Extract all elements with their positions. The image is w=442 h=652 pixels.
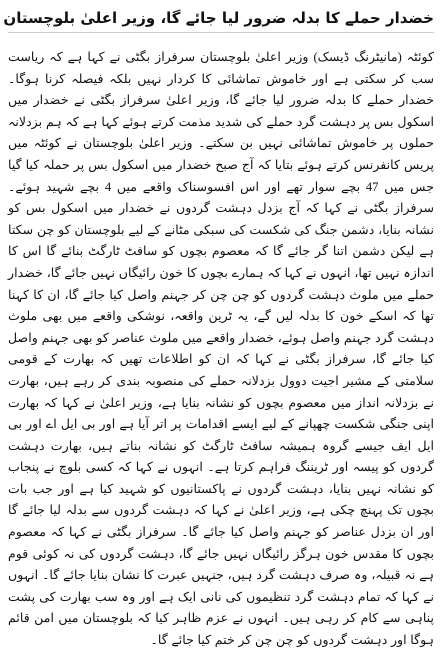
article-headline: خضدار حملے کا بدلہ ضرور لیا جائے گا، وزیر اعلیٰ بلوچستان <box>8 6 434 33</box>
article-body: کوئٹہ (مانیٹرنگ ڈیسک) وزیر اعلیٰ بلوچستان سرفراز بگٹی نے کہا ہے کہ ریاست سب کر سکتی ہے اور خاموش تماشائی کا کردار نہیں بلکہ فیصلہ کرنا ہوگا۔ خضدار حملے کا بدلہ ضرور لیا جائے گا، وزیر اعلیٰ سرفراز بگٹی نے خضدار میں اسکول بس پر دہشت گرد حملے کی شدید مذمت کرتے ہوئے کہا ہے کہ ہم بزدلانہ حملوں پر خاموش تماشائی نہیں بن سکتے۔ وزیر اعلیٰ بلوچستان نے کوئٹہ میں پریس کانفرنس کرتے ہوئے بتایا کہ آج صبح خضدار میں اسکول بس پر حملہ کیا گیا جس میں 47 بچے سوار تھے اور اس افسوسناک واقعے میں 4 بچے شہید ہوئے۔ سرفراز بگٹی نے کہا کہ آج بزدل دہشت گردوں نے خضدار میں اسکول بس کو نشانہ بنایا، دشمن جنگ کی شکست کی سبکی مٹانے کے لیے بلوچستان کو چن سکتا ہے لیکن دشمن اتنا گر جائے گا کہ معصوم بچوں کو سافٹ ٹارگٹ بنائے گا اس کا اندازہ نہیں تھا، انہوں نے کہا کہ ہمارے بچوں کا خون رائیگاں نہیں جائے گا، خضدار حملے میں ملوث دہشت گردوں کو چن چن کر جہنم واصل کیا جائے گا، ان کا کہنا تھا کہ اسکے خون کا بدلہ لیں گے، یہ ٹرین واقعہ، نوشکی واقعے میں بھی ملوث دہشت گرد جہنم واصل ہوئے، خضدار واقعے میں ملوث عناصر کو بھی جہنم واصل کیا جائے گا، سرفراز بگٹی نے کہا کہ ان کو اطلاعات تھیں کہ بھارت کے قومی سلامتی کے مشیر اجیت دوول بزدلانہ حملے کی منصوبہ بندی کر رہے ہیں، بھارت نے بزدلانہ انداز میں معصوم بچوں کو نشانہ بنایا ہے، وزیر اعلیٰ نے کہا کہ بھارت اپنی جنگی شکست چھپانے کے لیے ایسے اقدامات پر اتر آیا ہے اور بی ایل اے اور بی ایل ایف جیسے گروہ ہمیشہ سافٹ ٹارگٹ کو نشانہ بناتے ہیں، بھارت دہشت گردوں کو پیسہ اور ٹریننگ فراہم کرتا ہے۔ انہوں نے کہا کہ کسی بلوچ نے پنجاب کو نشانہ نہیں بنایا، دہشت گردوں نے پاکستانیوں کو شہید کیا ہے اور جب بات بچوں تک پہنچ چکی ہے، وزیر اعلیٰ نے کہا کہ دہشت گردوں سے بدلہ لیا جائے گا اور ان بزدل عناصر کو جہنم واصل کیا جائے گا۔ سرفراز بگٹی نے کہا کہ معصوم بچوں کا مقدس خون ہرگز رائیگاں نہیں جائے گا، دہشت گردوں کی نہ کوئی قوم ہے نہ قبیلہ، وہ صرف دہشت گرد ہیں، جنہیں عبرت کا نشان بنایا جائے گا۔ انہوں نے کہا کہ تمام دہشت گرد تنظیموں کی نانی ایک ہے اور وہ سب بھارت کی پشت پناہی سے کام کر رہی ہیں۔ انہوں نے عزم ظاہر کیا کہ بلوچستان میں امن قائم ہوگا اور دہشت گردوں کو چن چن کر ختم کیا جائے گا۔ <box>8 50 434 648</box>
